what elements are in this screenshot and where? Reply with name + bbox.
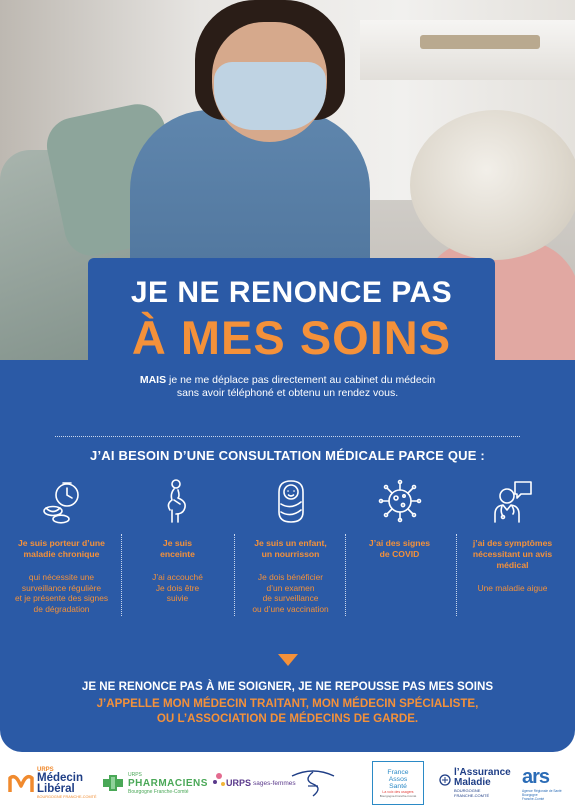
- intro-text: [70, 374, 505, 400]
- headline-line2: À MES SOINS: [131, 311, 452, 364]
- reason-text-line: de surveillance: [262, 593, 319, 604]
- photo-patient-hair: [410, 110, 575, 260]
- reason-title-child: [234, 538, 347, 560]
- reason-title-symptoms: [456, 538, 569, 571]
- reason-title-line: un nourrisson: [261, 549, 320, 559]
- pharma-name: PHARMACIENS: [128, 777, 208, 789]
- reason-title-pregnant: [121, 538, 234, 560]
- logo-france-assos-sante: [372, 761, 424, 805]
- pharmacy-cross-icon: [100, 772, 126, 794]
- fas-name: France Assos Santé: [387, 768, 409, 790]
- partner-logos: [0, 756, 575, 810]
- fas-region: Bourgogne-Franche-Comté: [379, 793, 417, 798]
- logo-urps-pharmaciens: [100, 756, 208, 810]
- reason-column-pregnant: [121, 478, 234, 604]
- reason-text-child: [234, 572, 347, 614]
- photo-shelf: [360, 20, 575, 80]
- clock-pills-icon: [40, 478, 84, 524]
- urps-m-icon: [8, 772, 34, 794]
- sages-femmes-dots-icon: [212, 772, 226, 794]
- closing-line2: J’APPELLE MON MÉDECIN TRAITANT, MON MÉDECIN SPÉCIALISTE,: [96, 697, 479, 710]
- reason-text-line: d’un examen: [266, 582, 315, 593]
- reason-column-chronic: [5, 478, 118, 614]
- reason-text-line: et je présente des signes: [14, 593, 109, 604]
- am-name: l’Assurance Maladie: [454, 767, 511, 788]
- reason-text-symptoms: [456, 583, 569, 594]
- closing-line3: OU L’ASSOCIATION DE MÉDECINS DE GARDE.: [156, 712, 419, 725]
- logo-urps-medecin-liberal: [8, 756, 97, 810]
- reason-text-line: J’ai accouché: [152, 572, 203, 582]
- reason-text-chronic: [5, 572, 118, 614]
- reason-text-line: Je dois être: [155, 582, 200, 593]
- reason-text-pregnant: [121, 572, 234, 604]
- reason-text-line: surveillance régulière: [21, 582, 102, 593]
- sf-sub: sages-femmes: [253, 779, 296, 787]
- swaddled-baby-icon: [269, 478, 313, 524]
- headline-line1: JE NE RENONCE PAS: [130, 276, 453, 309]
- reason-text-line: Une maladie aigue: [477, 583, 548, 593]
- intro-line1: [70, 374, 505, 387]
- reason-title-line: nécessitant un avis: [472, 549, 553, 559]
- subheading: J’AI BESOIN D’UNE CONSULTATION MÉDICALE PARCE QUE :: [90, 448, 485, 463]
- reason-text-line: Je dois bénéficier: [257, 572, 324, 582]
- doctor-speech-icon: [491, 478, 535, 524]
- reason-column-child: [234, 478, 347, 614]
- reason-text-line: qui nécessite une: [28, 572, 95, 582]
- closing-statement: JE NE RENONCE PAS À ME SOIGNER, JE NE REPOUSSE PAS MES SOINS: [81, 680, 494, 693]
- dotted-divider: [55, 436, 520, 437]
- assurance-maladie-emblem-icon: [438, 772, 452, 794]
- reason-text-line: suivie: [166, 593, 189, 604]
- reason-title-line: médical: [496, 560, 529, 570]
- logo-assurance-maladie: [438, 756, 511, 810]
- am-region: BOURGOGNE FRANCHE-COMTÉ: [454, 788, 490, 798]
- intro-line1-text: je ne me déplace pas directement au cabinet du médecin: [166, 374, 436, 386]
- photo-face-mask: [214, 62, 326, 130]
- reason-title-line: Je suis: [162, 538, 193, 548]
- reason-title-covid: [343, 538, 456, 560]
- photo-shelf-object: [420, 35, 540, 49]
- reason-title-line: Je suis porteur d’une: [18, 538, 105, 548]
- ars-sub: Agence Régionale de Santé Bourgogne Franche-Comté: [522, 788, 562, 801]
- sf-name: URPS: [226, 778, 252, 788]
- logo-ars: [522, 756, 562, 810]
- reason-column-covid: [343, 478, 456, 560]
- reason-title-line: enceinte: [160, 549, 195, 559]
- medlib-small: URPS: [37, 767, 54, 773]
- fas-sub: La voix des usagers: [382, 789, 414, 794]
- reason-title-line: j’ai des symptômes: [472, 538, 553, 548]
- reason-title-chronic: [5, 538, 118, 560]
- caduceus-icon: [288, 766, 338, 800]
- medlib-tagline: BOURGOGNE FRANCHE-COMTÉ: [37, 795, 97, 799]
- virus-icon: [378, 478, 422, 524]
- intro-bold: MAIS: [139, 374, 167, 386]
- intro-line2: sans avoir téléphoné et obtenu un rendez vous.: [176, 387, 399, 399]
- ars-name: ars: [522, 765, 550, 788]
- logo-urps-sages-femmes: [212, 756, 296, 810]
- pharma-small: URPS: [128, 771, 142, 778]
- reason-title-line: de COVID: [379, 549, 420, 559]
- closing-call-to-action: [10, 696, 565, 726]
- logo-caduceus: [288, 756, 338, 810]
- down-arrow-icon: [278, 654, 298, 666]
- pregnant-woman-icon: [156, 478, 200, 524]
- reason-title-line: Je suis un enfant,: [254, 538, 327, 548]
- reason-title-line: maladie chronique: [23, 549, 100, 559]
- medlib-name: Médecin Libéral: [37, 772, 84, 795]
- reason-title-line: J’ai des signes: [368, 538, 431, 548]
- pharma-region: Bourgogne Franche-Comté: [128, 788, 189, 795]
- reason-text-line: ou d’une vaccination: [252, 603, 329, 614]
- reason-text-line: de dégradation: [33, 603, 90, 614]
- reason-column-symptoms: [456, 478, 569, 594]
